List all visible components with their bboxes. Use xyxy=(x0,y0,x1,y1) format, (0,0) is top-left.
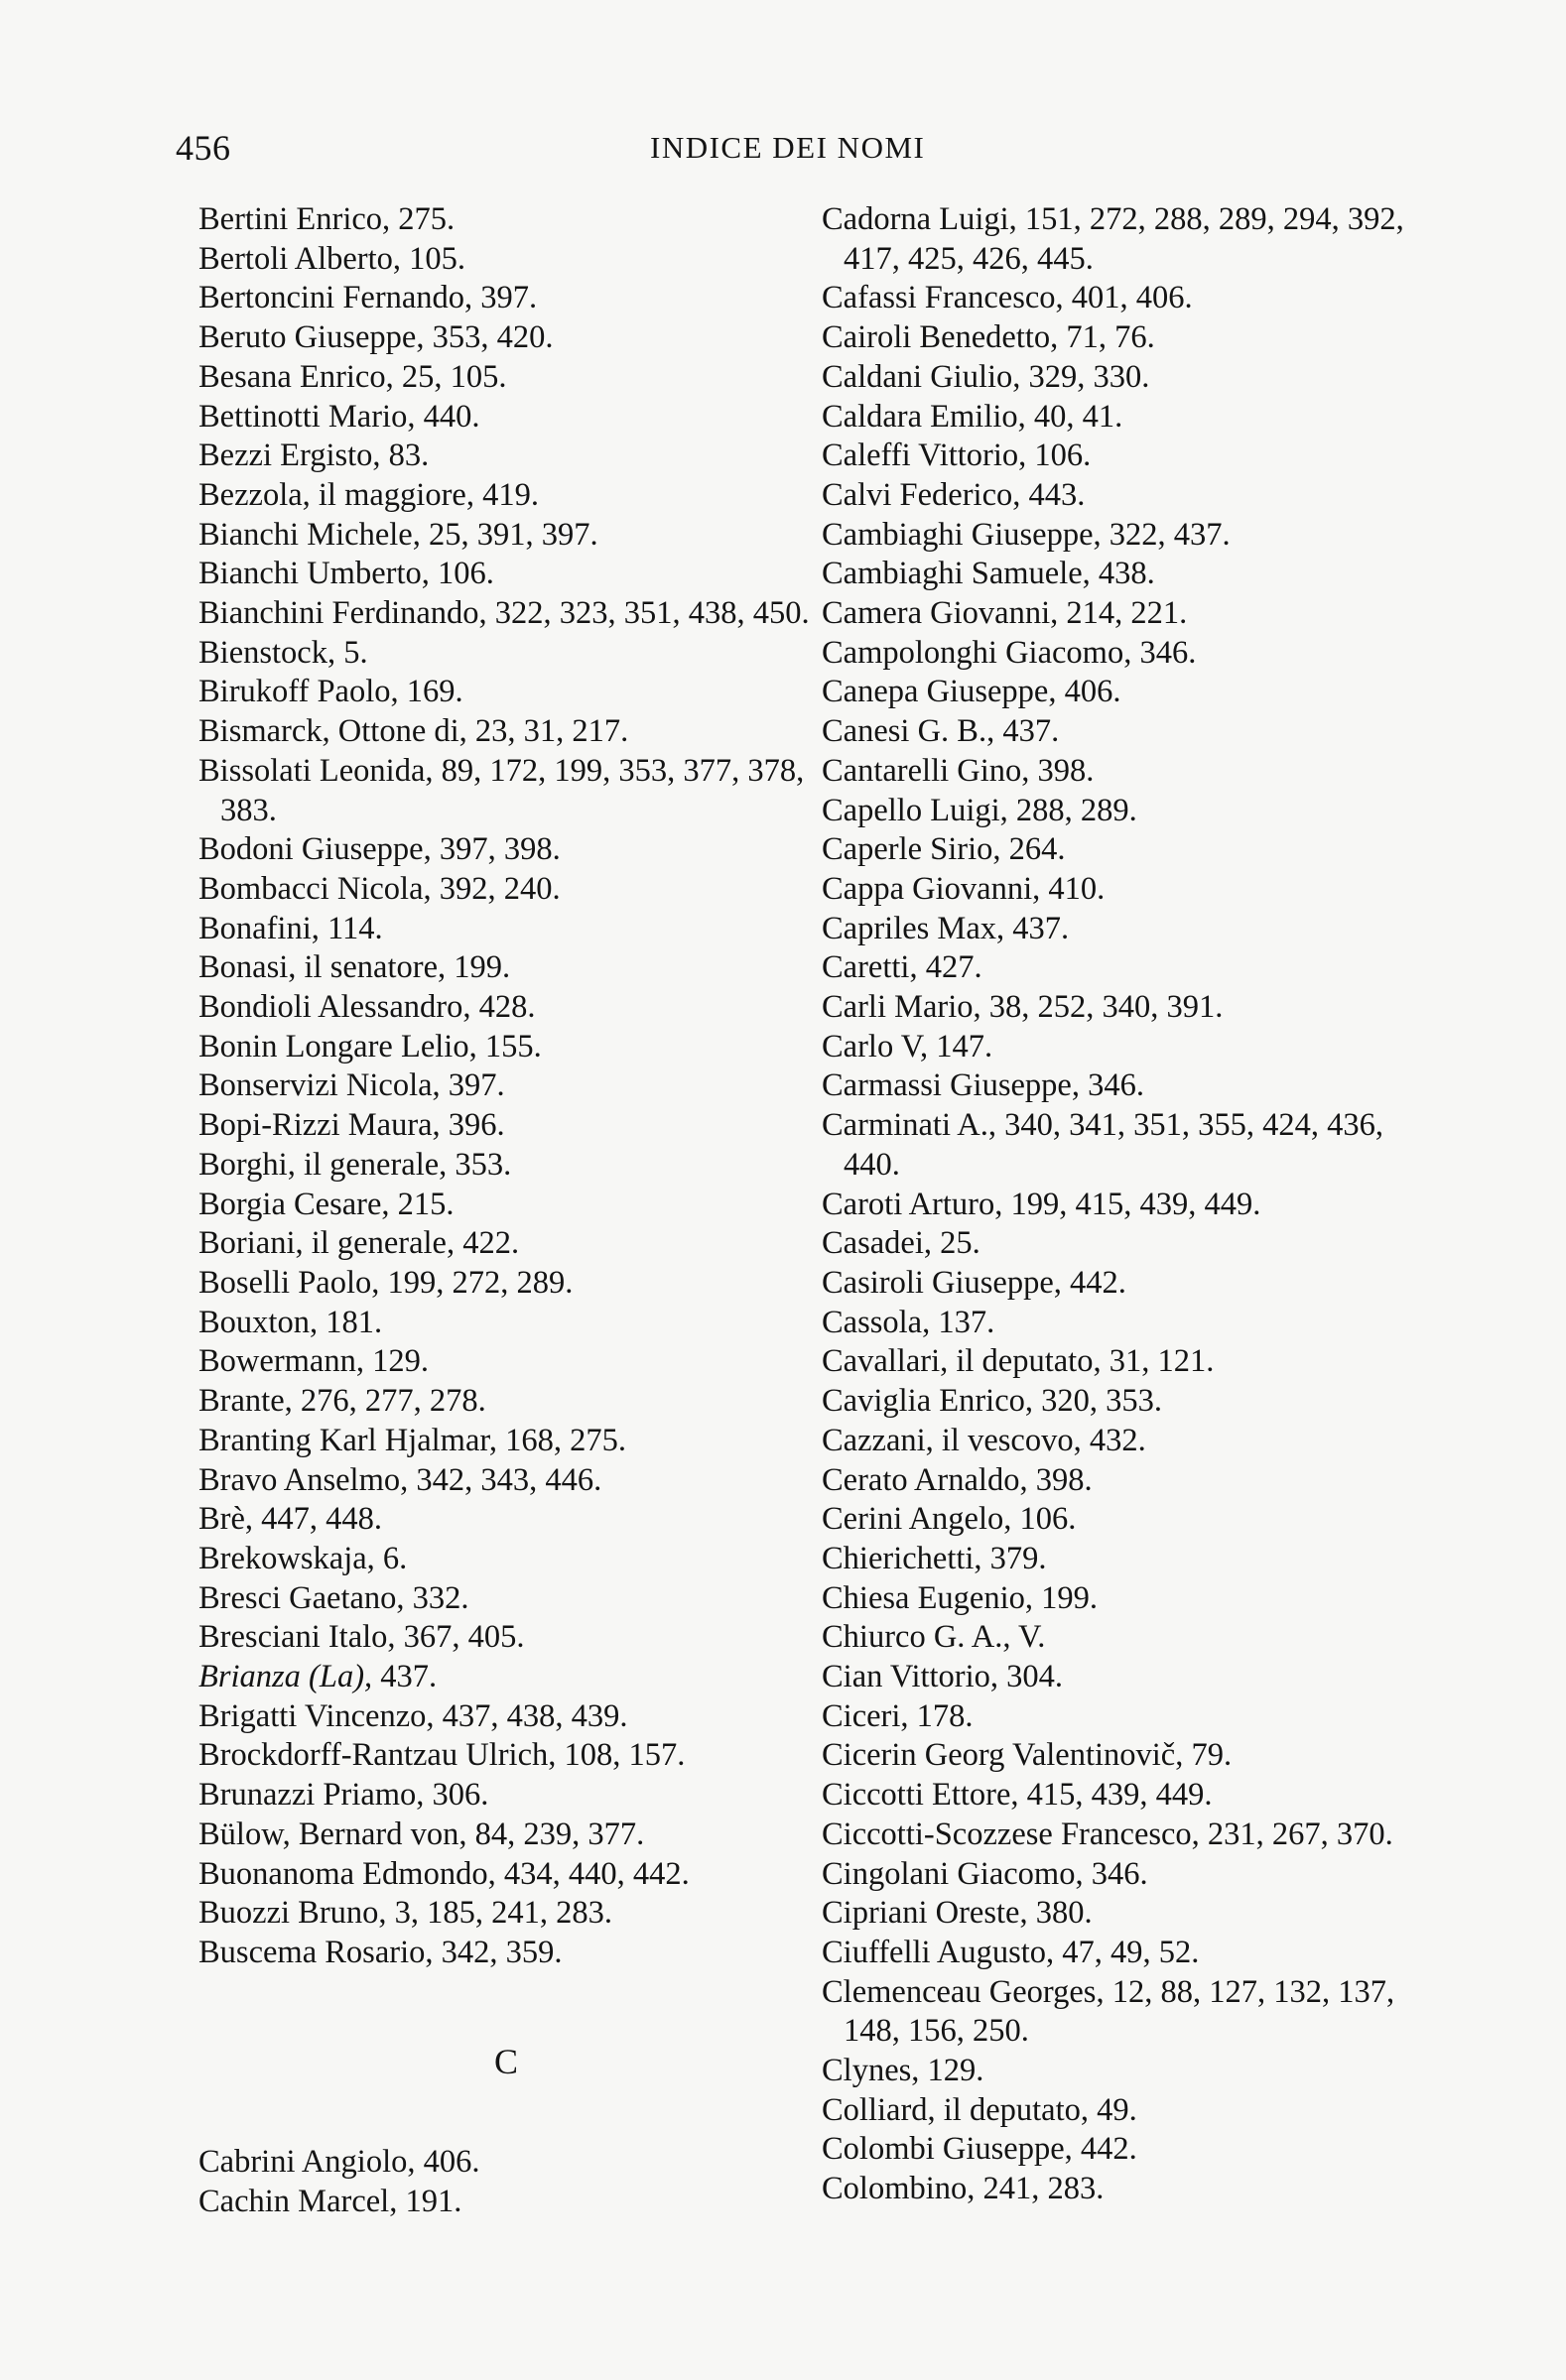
index-entry: Bezzola, il maggiore, 419. xyxy=(198,476,539,513)
index-entry: Bodoni Giuseppe, 397, 398. xyxy=(198,831,561,868)
index-entry: Cachin Marcel, 191. xyxy=(198,2184,462,2220)
index-entry: Bianchini Ferdinando, 322, 323, 351, 438, 450. xyxy=(198,595,810,632)
index-entry: Cabrini Angiolo, 406. xyxy=(198,2144,480,2181)
index-entry: Carminati A., 340, 341, 351, 355, 424, 436, 440. xyxy=(822,1107,1384,1183)
index-entry: Borghi, il generale, 353. xyxy=(198,1146,512,1183)
index-entry: Ciuffelli Augusto, 47, 49, 52. xyxy=(822,1934,1200,1970)
index-entry: Colliard, il deputato, 49. xyxy=(822,2091,1137,2128)
index-entry: Bianchi Michele, 25, 391, 397. xyxy=(198,516,598,553)
index-entry: Colombi Giuseppe, 442. xyxy=(822,2131,1137,2168)
index-entry: Beruto Giuseppe, 353, 420. xyxy=(198,319,554,356)
index-entry: Bombacci Nicola, 392, 240. xyxy=(198,870,561,907)
index-entry: Caretti, 427. xyxy=(822,949,982,986)
index-entry: Bondioli Alessandro, 428. xyxy=(198,989,536,1026)
index-entry: Cian Vittorio, 304. xyxy=(822,1659,1064,1695)
index-entry: Casadei, 25. xyxy=(822,1225,980,1262)
entries-b-group xyxy=(198,200,814,1658)
index-entry: Canepa Giuseppe, 406. xyxy=(822,674,1121,710)
index-entry: Borgia Cesare, 215. xyxy=(198,1186,455,1222)
index-entry: Cerini Angelo, 106. xyxy=(822,1501,1077,1538)
index-entry: Cambiaghi Giuseppe, 322, 437. xyxy=(822,516,1231,553)
index-entry: Carlo V, 147. xyxy=(822,1028,993,1065)
index-entry: Bissolati Leonida, 89, 172, 199, 353, 377, 378, 383. xyxy=(198,752,805,828)
index-entry: Brunazzi Priamo, 306. xyxy=(198,1777,489,1814)
index-entry: Caperle Sirio, 264. xyxy=(822,831,1066,868)
index-entry: Bismarck, Ottone di, 23, 31, 217. xyxy=(198,713,629,750)
index-entry: Bonin Longare Lelio, 155. xyxy=(198,1028,542,1065)
index-entry: Cicerin Georg Valentinovič, 79. xyxy=(822,1737,1233,1774)
index-entry: Bülow, Bernard von, 84, 239, 377. xyxy=(198,1816,645,1852)
index-entry: Bopi-Rizzi Maura, 396. xyxy=(198,1107,505,1144)
index-entry: Cairoli Benedetto, 71, 76. xyxy=(822,319,1155,356)
index-entry: Cambiaghi Samuele, 438. xyxy=(822,556,1155,592)
index-entry: Casiroli Giuseppe, 442. xyxy=(822,1264,1126,1301)
index-entry: Chierichetti, 379. xyxy=(822,1540,1047,1576)
index-entry: Cipriani Oreste, 380. xyxy=(822,1895,1093,1932)
index-entry: Cavallari, il deputato, 31, 121. xyxy=(822,1343,1215,1380)
index-entry: Ciceri, 178. xyxy=(822,1697,974,1734)
index-entry: Cazzani, il vescovo, 432. xyxy=(822,1422,1146,1458)
index-entry: Brè, 447, 448. xyxy=(198,1501,383,1538)
running-title: INDICE DEI NOMI xyxy=(650,130,926,165)
index-entry: Bertoli Alberto, 105. xyxy=(198,240,465,277)
index-entry: Bowermann, 129. xyxy=(198,1343,429,1380)
index-entry: Bravo Anselmo, 342, 343, 446. xyxy=(198,1461,602,1498)
index-entry: Cerato Arnaldo, 398. xyxy=(822,1461,1093,1498)
index-entry: Carmassi Giuseppe, 346. xyxy=(822,1067,1144,1104)
index-entry: Bettinotti Mario, 440. xyxy=(198,398,480,435)
index-entry: Buonanoma Edmondo, 434, 440, 442. xyxy=(198,1855,690,1892)
index-entry: Bresci Gaetano, 332. xyxy=(198,1579,469,1616)
index-entry: Bouxton, 181. xyxy=(198,1304,383,1340)
brianza-title: Brianza (La), xyxy=(198,1659,373,1695)
index-entry: Buscema Rosario, 342, 359. xyxy=(198,1934,563,1970)
index-entry: Brockdorff-Rantzau Ulrich, 108, 157. xyxy=(198,1737,686,1774)
index-entry: Brante, 276, 277, 278. xyxy=(198,1383,486,1420)
index-entry: Bonafini, 114. xyxy=(198,910,383,946)
index-entry: Cingolani Giacomo, 346. xyxy=(822,1855,1148,1892)
entries-c-right-group xyxy=(822,200,1417,2209)
index-entry: Cappa Giovanni, 410. xyxy=(822,870,1106,907)
index-entry: Calvi Federico, 443. xyxy=(822,476,1086,513)
page-number: 456 xyxy=(176,128,231,168)
entries-c-group xyxy=(198,2143,814,2221)
index-entry: Capello Luigi, 288, 289. xyxy=(822,792,1137,828)
index-entry: Caviglia Enrico, 320, 353. xyxy=(822,1383,1162,1420)
index-entry: Boriani, il generale, 422. xyxy=(198,1225,520,1262)
index-entry: Bertoncini Fernando, 397. xyxy=(198,280,538,316)
index-entry: Brigatti Vincenzo, 437, 438, 439. xyxy=(198,1697,628,1734)
index-entry: Cafassi Francesco, 401, 406. xyxy=(822,280,1193,316)
index-entry: Caldara Emilio, 40, 41. xyxy=(822,398,1123,435)
index-entry: Cassola, 137. xyxy=(822,1304,995,1340)
index-entry: Colombino, 241, 283. xyxy=(822,2171,1105,2207)
index-entry: Chiurco G. A., V. xyxy=(822,1619,1046,1656)
index-entry: Bonservizi Nicola, 397. xyxy=(198,1067,505,1104)
index-entry: Boselli Paolo, 199, 272, 289. xyxy=(198,1264,574,1301)
index-entry: Bonasi, il senatore, 199. xyxy=(198,949,511,986)
index-entry: Bienstock, 5. xyxy=(198,634,368,671)
index-entry-brianza xyxy=(198,1658,814,1697)
index-entry: Brekowskaja, 6. xyxy=(198,1540,408,1576)
index-entry: Camera Giovanni, 214, 221. xyxy=(822,595,1188,632)
index-entry: Campolonghi Giacomo, 346. xyxy=(822,634,1197,671)
right-index-column xyxy=(822,200,1417,2209)
index-entry: Clemenceau Georges, 12, 88, 127, 132, 137, 148, 156, 250. xyxy=(822,1973,1395,2050)
index-entry: Ciccotti Ettore, 415, 439, 449. xyxy=(822,1777,1213,1814)
index-entry: Chiesa Eugenio, 199. xyxy=(822,1579,1099,1616)
section-letter-heading: C xyxy=(493,2041,518,2081)
index-entry: Besana Enrico, 25, 105. xyxy=(198,358,507,395)
index-entry: Cadorna Luigi, 151, 272, 288, 289, 294, 392, 417, 425, 426, 445. xyxy=(822,201,1404,277)
brianza-pages: 437. xyxy=(372,1659,438,1695)
index-entry: Clynes, 129. xyxy=(822,2053,984,2089)
index-entry: Caldani Giulio, 329, 330. xyxy=(822,358,1150,395)
index-entry: Caroti Arturo, 199, 415, 439, 449. xyxy=(822,1186,1261,1222)
index-entry: Bresciani Italo, 367, 405. xyxy=(198,1619,525,1656)
index-entry: Branting Karl Hjalmar, 168, 275. xyxy=(198,1422,627,1458)
entries-b2-group xyxy=(198,1697,814,1973)
index-entry: Carli Mario, 38, 252, 340, 391. xyxy=(822,989,1224,1026)
index-entry: Buozzi Bruno, 3, 185, 241, 283. xyxy=(198,1895,613,1932)
index-entry: Canesi G. B., 437. xyxy=(822,713,1060,750)
index-entry: Capriles Max, 437. xyxy=(822,910,1070,946)
index-entry: Ciccotti-Scozzese Francesco, 231, 267, 370. xyxy=(822,1816,1393,1852)
index-entry: Bertini Enrico, 275. xyxy=(198,201,456,237)
index-entry: Bianchi Umberto, 106. xyxy=(198,556,494,592)
index-entry: Cantarelli Gino, 398. xyxy=(822,752,1095,789)
index-entry: Birukoff Paolo, 169. xyxy=(198,674,463,710)
index-entry: Caleffi Vittorio, 106. xyxy=(822,438,1092,474)
index-entry: Bezzi Ergisto, 83. xyxy=(198,438,430,474)
left-index-column xyxy=(198,200,814,2222)
